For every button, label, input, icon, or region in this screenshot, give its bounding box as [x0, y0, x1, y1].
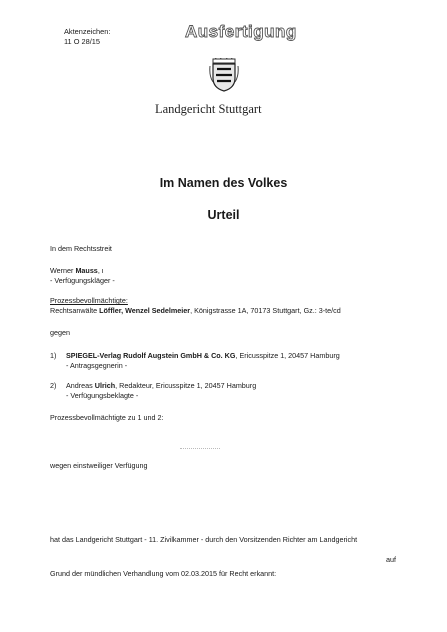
counsel-line: [50, 306, 341, 315]
plaintiff-role: - Verfügungskläger -: [50, 276, 115, 285]
defendant1-line: [66, 351, 340, 360]
counsel-names: Löffler, Wenzel Sedelmeier: [99, 306, 191, 315]
counsel2-heading: Prozessbevollmächtigte zu 1 und 2:: [50, 413, 164, 422]
intro-text: In dem Rechtsstreit: [50, 244, 112, 253]
defendant2-first-name: Andreas: [66, 381, 95, 390]
counsel-prefix: Rechtsanwälte: [50, 306, 100, 315]
defendant1-role: - Antragsgegnerin -: [66, 361, 128, 370]
defendant2-details: , Redakteur, Ericusspitze 1, 20457 Hamburg: [115, 381, 257, 390]
ausfertigung-stamp: Ausfertigung: [185, 22, 297, 41]
counsel-heading: Prozessbevollmächtigte:: [50, 296, 128, 305]
defendant1-name: SPIEGEL-Verlag Rudolf Augstein GmbH & Co. KG: [66, 351, 236, 360]
defendant2-number: 2): [50, 381, 57, 390]
court-name: Landgericht Stuttgart: [155, 102, 262, 116]
plaintiff-mark: , ι: [97, 266, 104, 275]
plaintiff-last-name: Mauss: [75, 266, 98, 275]
subject-text: wegen einstweiliger Verfügung: [50, 461, 148, 470]
defendant1-address: , Ericusspitze 1, 20457 Hamburg: [235, 351, 340, 360]
plaintiff-first-name: Werner: [50, 266, 76, 275]
coat-of-arms-icon: [209, 58, 239, 92]
plaintiff-line: [50, 266, 103, 275]
defendant2-last-name: Ulrich: [94, 381, 116, 390]
defendant2-role: - Verfügungsbeklagte -: [66, 391, 139, 400]
defendant1-number: 1): [50, 351, 57, 360]
counsel-address: , Königstrasse 1A, 70173 Stuttgart, Gz.: 3-te/cd: [190, 306, 341, 315]
reference-number: 11 O 28/15: [64, 36, 101, 46]
judgment-line-1: hat das Landgericht Stuttgart - 11. Zivilkammer - durch den Vorsitzenden Richter am Landgericht: [50, 535, 358, 544]
against-text: gegen: [50, 328, 70, 337]
judgment-line-2: Grund der mündlichen Verhandlung vom 02.03.2015 für Recht erkannt:: [50, 569, 277, 578]
reference-label: Aktenzeichen:: [64, 27, 111, 36]
redaction-mark: [180, 448, 220, 449]
reference-block: [64, 27, 110, 46]
defendant2-line: [66, 381, 256, 390]
judgment-auf: auf: [386, 555, 396, 564]
document-type: Urteil: [207, 208, 240, 222]
document-title: Im Namen des Volkes: [159, 176, 288, 190]
